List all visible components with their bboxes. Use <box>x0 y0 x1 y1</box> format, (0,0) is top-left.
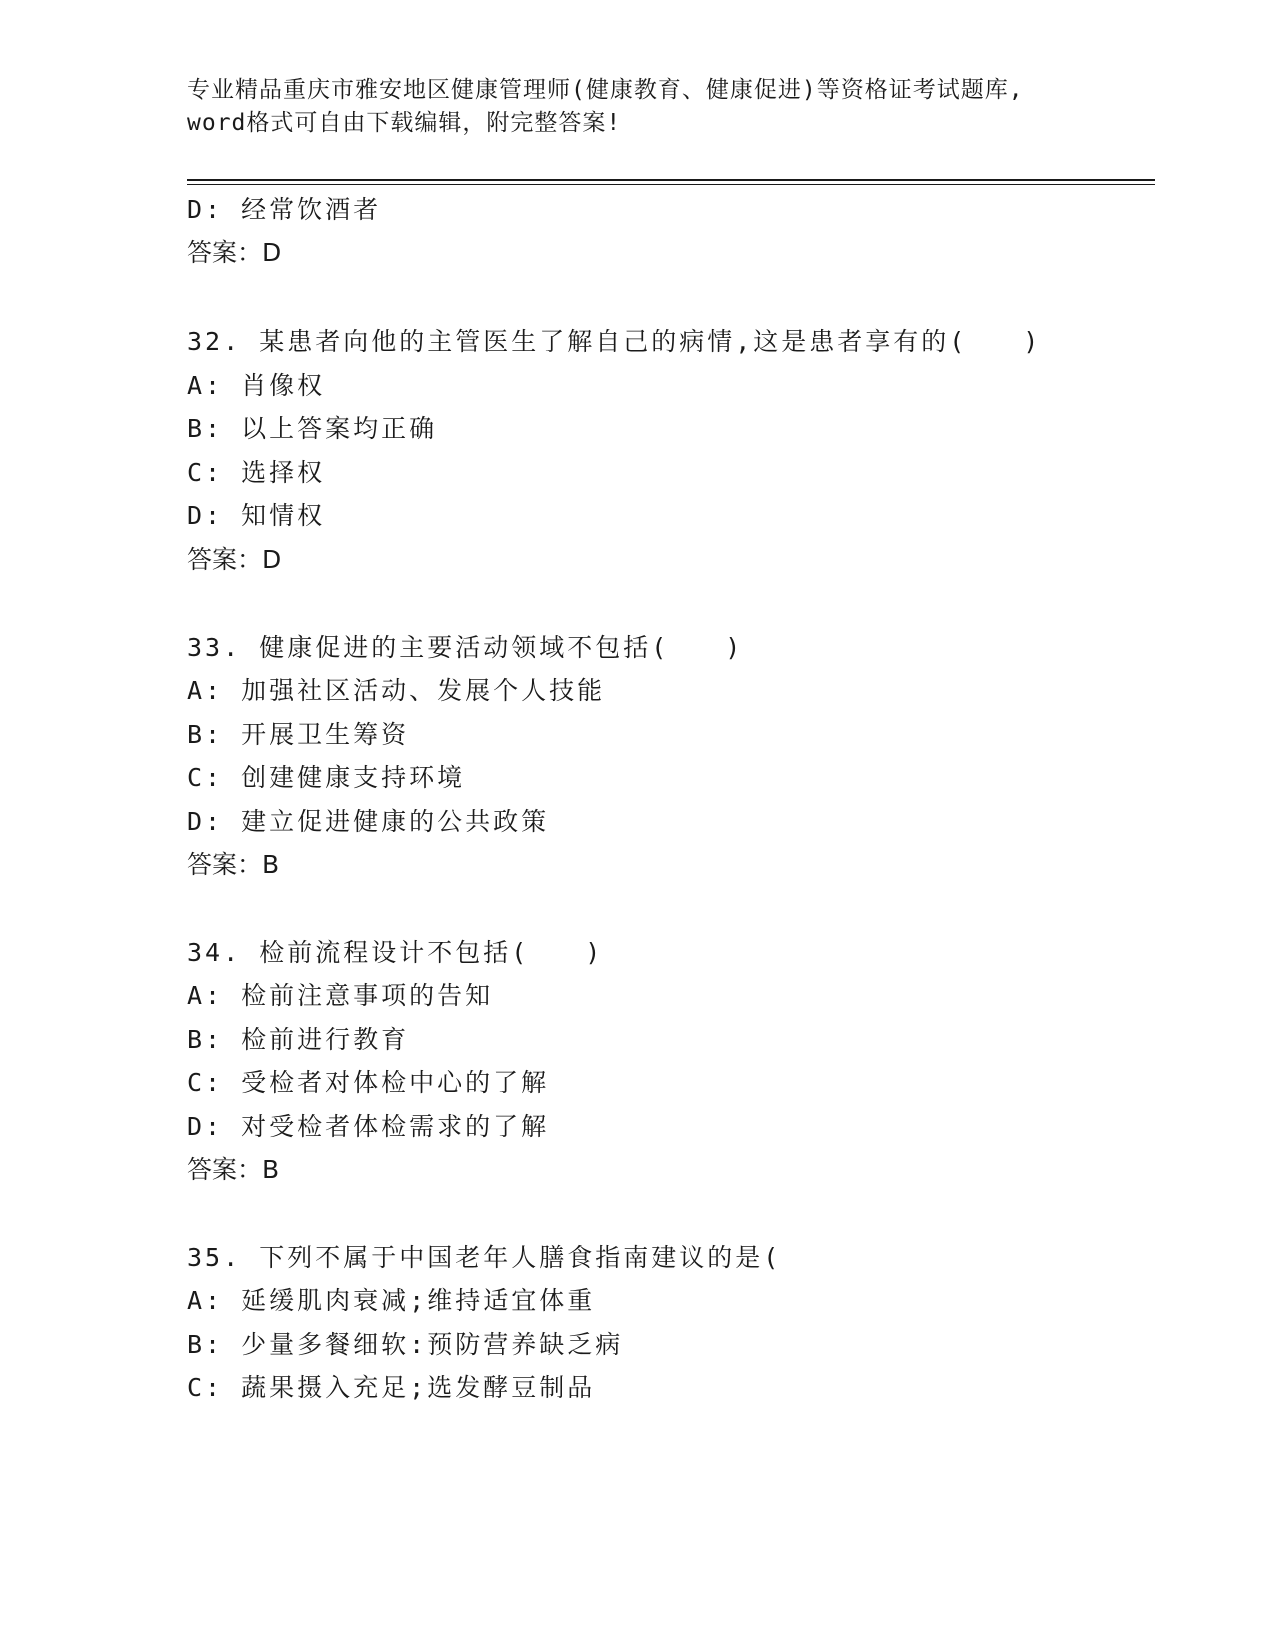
q31-option-d: D: 经常饮酒者 <box>187 195 382 224</box>
q33-option-d: D: 建立促进健康的公共政策 <box>187 807 550 836</box>
q32-question: 32. 某患者向他的主管医生了解自己的病情,这是患者享有的( ) <box>187 327 1042 356</box>
q33-question: 33. 健康促进的主要活动领域不包括( ) <box>187 633 744 662</box>
header-divider-thin <box>187 184 1155 185</box>
q32-answer: 答案：D <box>187 545 282 574</box>
q33-option-b: B: 开展卫生筹资 <box>187 720 410 749</box>
header-divider-thick <box>187 179 1155 181</box>
header-line-2: word格式可自由下载编辑，附完整答案! <box>187 110 622 136</box>
q35-question: 35. 下列不属于中国老年人膳食指南建议的是( <box>187 1243 782 1272</box>
q33-option-c: C: 创建健康支持环境 <box>187 763 466 792</box>
q31-answer: 答案：D <box>187 238 282 267</box>
q35-option-b: B: 少量多餐细软:预防营养缺乏病 <box>187 1330 624 1359</box>
q34-option-a: A: 检前注意事项的告知 <box>187 981 494 1010</box>
q33-answer: 答案：B <box>187 850 280 879</box>
q34-option-b: B: 检前进行教育 <box>187 1025 410 1054</box>
q33-option-a: A: 加强社区活动、发展个人技能 <box>187 676 606 705</box>
q32-option-a: A: 肖像权 <box>187 371 326 400</box>
q34-option-d: D: 对受检者体检需求的了解 <box>187 1112 550 1141</box>
document-header <box>187 74 1087 140</box>
q32-option-c: C: 选择权 <box>187 458 326 487</box>
q34-option-c: C: 受检者对体检中心的了解 <box>187 1068 550 1097</box>
header-line-1: 专业精品重庆市雅安地区健康管理师(健康教育、健康促进)等资格证考试题库, <box>187 77 1024 103</box>
q35-option-a: A: 延缓肌肉衰减;维持适宜体重 <box>187 1286 596 1315</box>
q32-option-d: D: 知情权 <box>187 501 326 530</box>
q35-option-c: C: 蔬果摄入充足;选发酵豆制品 <box>187 1373 596 1402</box>
q34-question: 34. 检前流程设计不包括( ) <box>187 938 604 967</box>
q32-option-b: B: 以上答案均正确 <box>187 414 438 443</box>
q34-answer: 答案：B <box>187 1155 280 1184</box>
